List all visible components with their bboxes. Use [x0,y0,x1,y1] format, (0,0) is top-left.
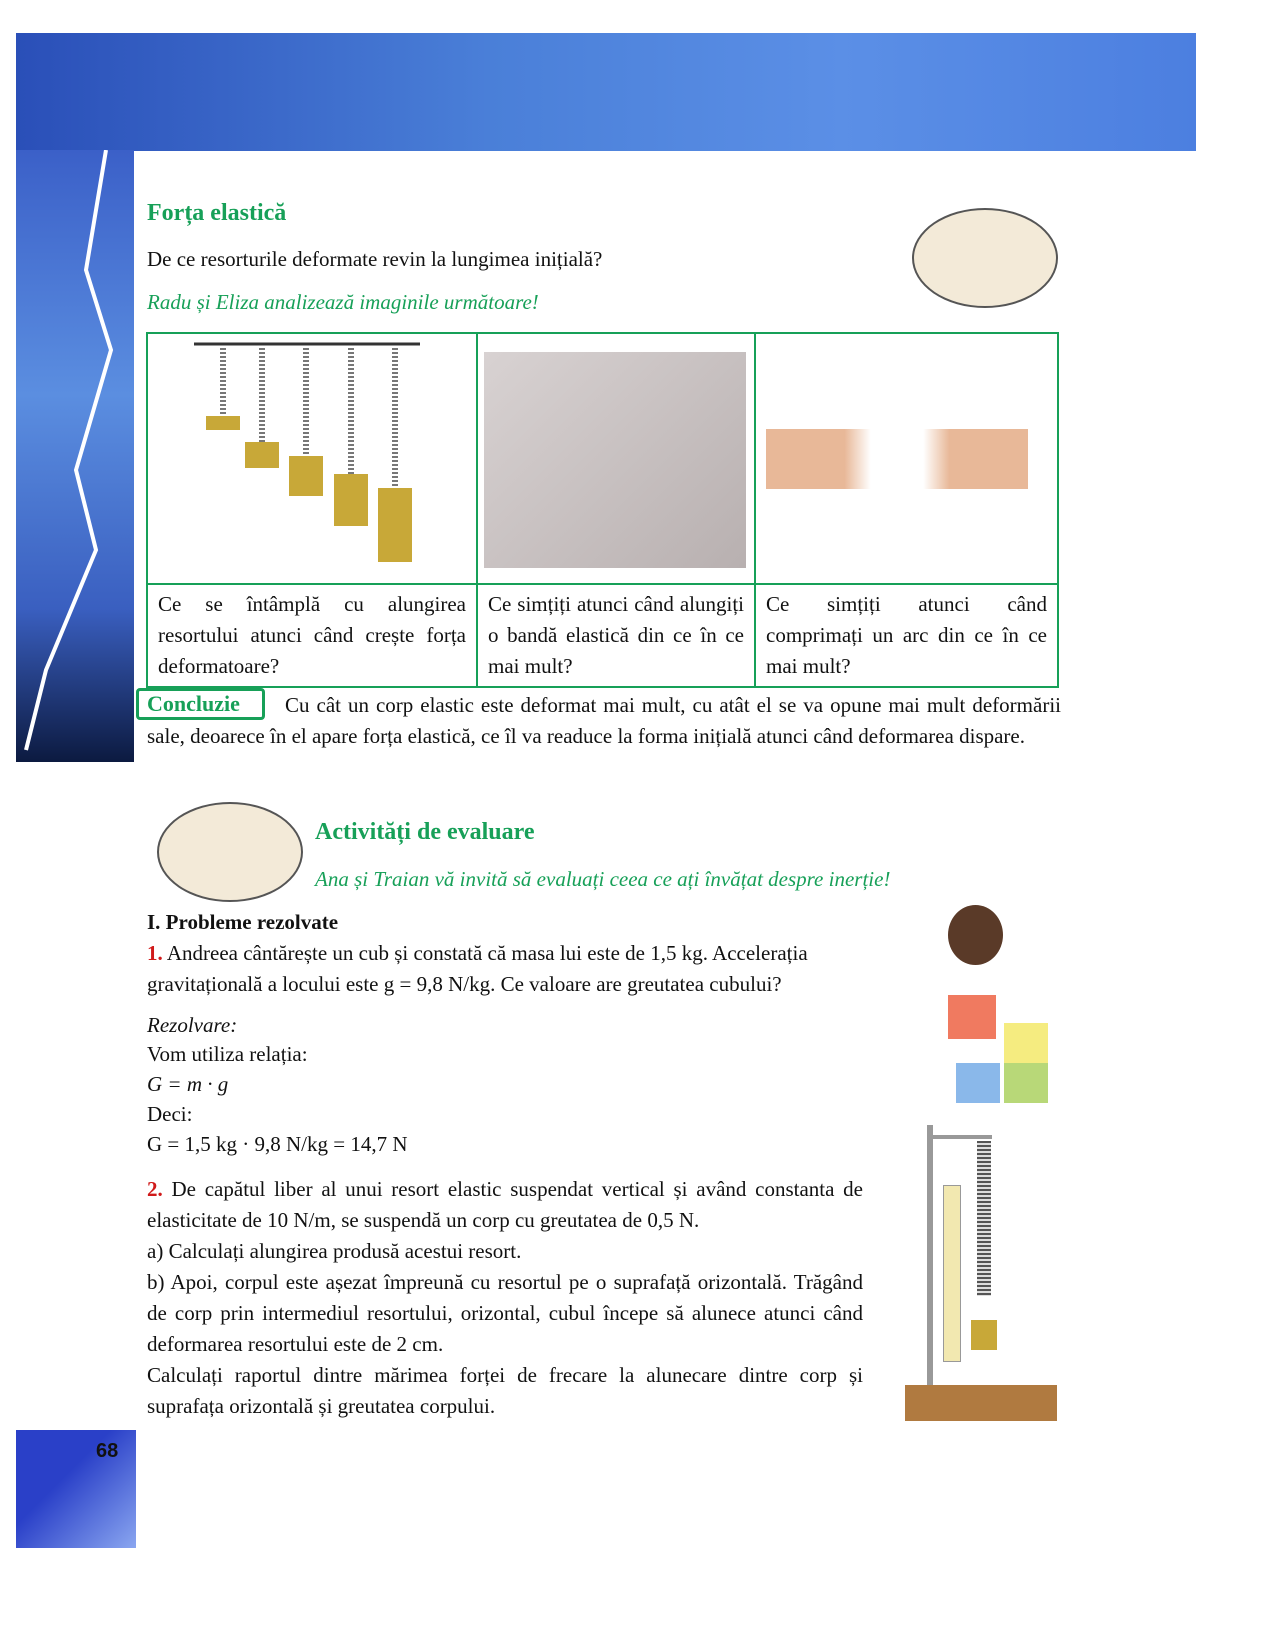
section-title: Forța elastică [147,200,287,226]
solution-label: Rezolvare: [147,1013,238,1037]
conclusion-label: Concluzie [136,688,265,720]
section-title-2: Activități de evaluare [315,819,535,845]
problem-part: b) Apoi, corpul este așezat împreună cu resortul pe o suprafață orizontală. Trăgând de corp prin intermediul resortului, orizontal, cubul începe să alunece atunci când deformarea resortului este de 2 cm. [147,1270,863,1356]
problem-2 [147,1174,863,1422]
problem-number: 2. [147,1177,163,1201]
problem-text: Andreea cântărește un cub și constată că masa lui este de 1,5 kg. Accelerația gravitațională a locului este g = 9,8 N/kg. Ce valoare are greutatea cubului? [147,941,808,996]
image-table [146,332,1059,688]
subtitle: I. Probleme rezolvate [147,910,339,934]
table-cell: Ce se întâmplă cu alungirea resortului atunci când crește forța deformatoare? [147,584,477,687]
question: De ce resorturile deformate revin la lungimea inițială? [147,247,603,271]
prompt: Radu și Eliza analizează imaginile următoare! [147,290,539,314]
problem-number: 1. [147,941,163,965]
elastic-band-image [477,333,755,584]
solution-result: G = 1,5 kg · 9,8 N/kg = 14,7 N [147,1132,408,1156]
girl-with-cubes-image [938,905,1053,1105]
lightning-image [16,150,134,762]
springs-image [147,333,477,584]
conclusion-text: Cu cât un corp elastic este deformat mai mult, cu atât el se va opune mai mult deformării sale, deoarece în el apare forța elastică, ce îl va readuce la forma inițială atunci când deformarea dispare. [147,693,1061,748]
problem-1 [147,938,907,1000]
solution-line: Deci: [147,1102,193,1126]
table-cell: Ce simțiți atunci când alungiți o bandă elastică din ce în ce mai mult? [477,584,755,687]
problem-text: De capătul liber al unui resort elastic suspendat vertical și având constanta de elasticitate de 10 N/m, se suspendă un corp cu greutatea de 0,5 N. [147,1177,863,1232]
problem-part: Calculați raportul dintre mărimea forței de frecare la alunecare dintre corp și suprafața orizontală și greutatea corpului. [147,1363,863,1418]
solution-line: Vom utiliza relația: [147,1042,308,1066]
table-cell: Ce simțiți atunci când comprimați un arc din ce în ce mai mult? [755,584,1058,687]
formula: G = m · g [147,1072,229,1096]
spring-stand-image [905,1125,1057,1425]
spring-fingers-image [755,333,1058,584]
kids-avatar [912,208,1058,308]
prompt-2: Ana și Traian vă invită să evaluați ceea ce ați învățat despre inerție! [315,867,891,891]
problem-part: a) Calculați alungirea produsă acestui resort. [147,1239,522,1263]
kids-avatar-2 [157,802,303,902]
header-banner [16,33,1196,151]
page-number: 68 [96,1440,119,1462]
